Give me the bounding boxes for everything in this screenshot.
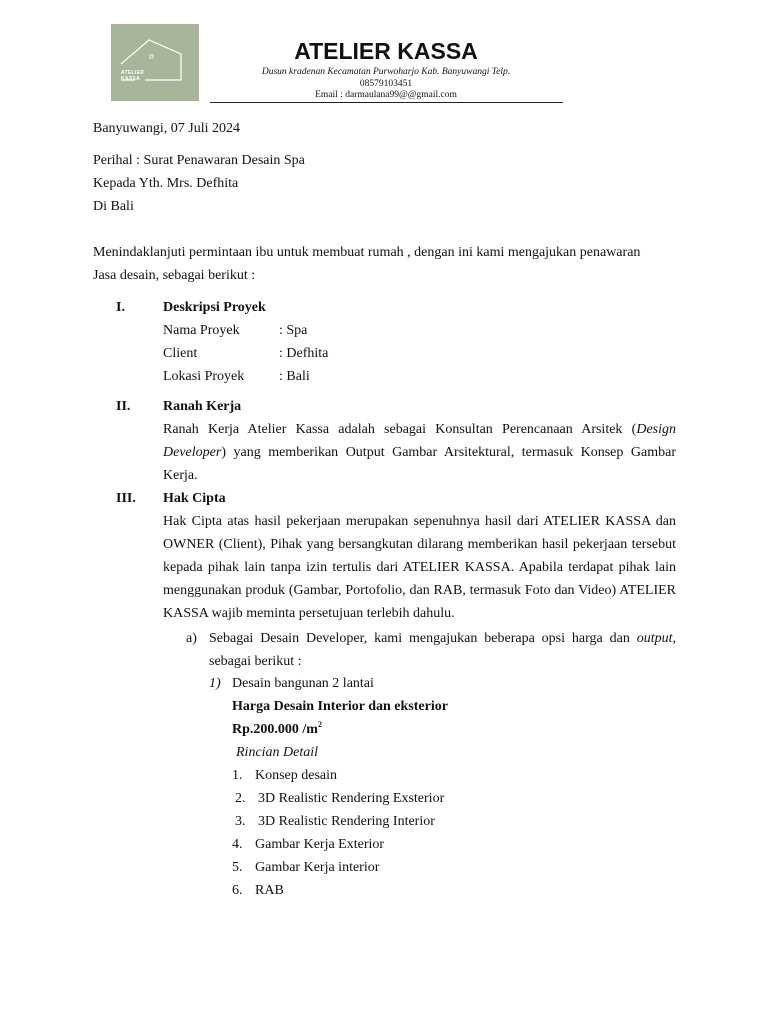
company-logo	[111, 24, 199, 101]
detail-4-text: Gambar Kerja Exterior	[255, 837, 385, 852]
section-1-number: I.	[116, 300, 125, 315]
detail-1-text: Konsep desain	[255, 768, 338, 783]
detail-5-number: 5.	[232, 860, 243, 875]
item-a-text-italic: output	[636, 631, 673, 646]
company-name: ATELIER KASSA	[294, 38, 478, 64]
option-1-price-title: Harga Desain Interior dan eksterior	[232, 699, 448, 714]
logo-text-line1: ATELIER	[121, 70, 145, 76]
company-contact	[210, 67, 562, 102]
detail-5-text: Gambar Kerja interior	[255, 860, 380, 875]
section-2-title: Ranah Kerja	[163, 399, 242, 414]
section-3-title: Hak Cipta	[163, 491, 226, 506]
section-3-paragraph: Hak Cipta atas hasil pekerjaan merupakan sepenuhnya hasil dari ATELIER KASSA dan OWNER (Client), Pihak yang bersangkutan dilarang memberikan hasil pekerjaan tersebut kepada pihak lain tanpa izin tertulis dari ATELIER KASSA. Apabila terdapat pihak lain menggunakan produk (Gambar, Portofolio, dan RAB, termasuk Foto dan Video) ATELIER KASSA wajib meminta persetujuan terlebih dahulu.	[163, 514, 676, 621]
details-heading: Rincian Detail	[236, 745, 319, 760]
detail-6-number: 6.	[232, 883, 243, 898]
client-value: : Defhita	[279, 346, 329, 361]
place-date: Banyuwangi, 07 Juli 2024	[93, 121, 240, 136]
location-value: : Bali	[279, 369, 310, 384]
option-1-marker: 1)	[209, 676, 221, 691]
section-2-number: II.	[116, 399, 131, 414]
house-icon	[111, 24, 199, 101]
company-email: Email : darmaulana99@@gmail.com	[315, 90, 457, 100]
company-phone: 08579103451	[359, 78, 413, 89]
detail-2-text: 3D Realistic Rendering Exsterior	[258, 791, 445, 806]
detail-6-text: RAB	[255, 883, 284, 898]
section-2-text-italic: Design Developer	[163, 422, 676, 460]
option-1-title: Desain bangunan 2 lantai	[232, 676, 374, 691]
detail-2-number: 2.	[235, 791, 246, 806]
detail-3-text: 3D Realistic Rendering Interior	[258, 814, 435, 829]
option-1-price-exponent: 2	[317, 720, 322, 729]
location-label: Lokasi Proyek	[163, 369, 245, 384]
option-1-price	[232, 718, 322, 741]
section-1-title: Deskripsi Proyek	[163, 300, 266, 315]
project-name-value: : Spa	[279, 323, 308, 338]
section-2-text-before: Ranah Kerja Atelier Kassa adalah sebagai Konsultan Perencanaan Arsitek (	[163, 422, 637, 437]
logo-text-line2: KASSA	[121, 76, 141, 82]
intro-line-2: Jasa desain, sebagai berikut :	[93, 268, 256, 283]
item-a-text-after: , sebagai berikut :	[209, 631, 676, 669]
item-a-marker: a)	[186, 631, 197, 646]
location-line: Di Bali	[93, 199, 134, 214]
section-3-number: III.	[116, 491, 136, 506]
section-2-paragraph	[163, 418, 676, 487]
detail-1-number: 1.	[232, 768, 243, 783]
company-address: Dusun kradenan Kecamatan Purwoharjo Kab. Banyuwangi Telp.	[261, 67, 511, 77]
item-a-text	[209, 627, 676, 673]
recipient-line: Kepada Yth. Mrs. Defhita	[93, 176, 239, 191]
intro-line-1: Menindaklanjuti permintaan ibu untuk membuat rumah , dengan ini kami mengajukan penawaran	[93, 245, 641, 260]
header-divider	[210, 102, 563, 103]
section-2-text-after: ) yang memberikan Output Gambar Arsitektural, termasuk Konsep Gambar Kerja.	[163, 445, 676, 483]
client-label: Client	[163, 346, 198, 361]
option-1-price-amount: Rp.200.000 /m	[232, 722, 318, 737]
project-name-label: Nama Proyek	[163, 323, 240, 338]
item-a-text-before: Sebagai Desain Developer, kami mengajukan beberapa opsi harga dan	[209, 631, 637, 646]
detail-4-number: 4.	[232, 837, 243, 852]
detail-3-number: 3.	[235, 814, 246, 829]
subject-line: Perihal : Surat Penawaran Desain Spa	[93, 153, 305, 168]
